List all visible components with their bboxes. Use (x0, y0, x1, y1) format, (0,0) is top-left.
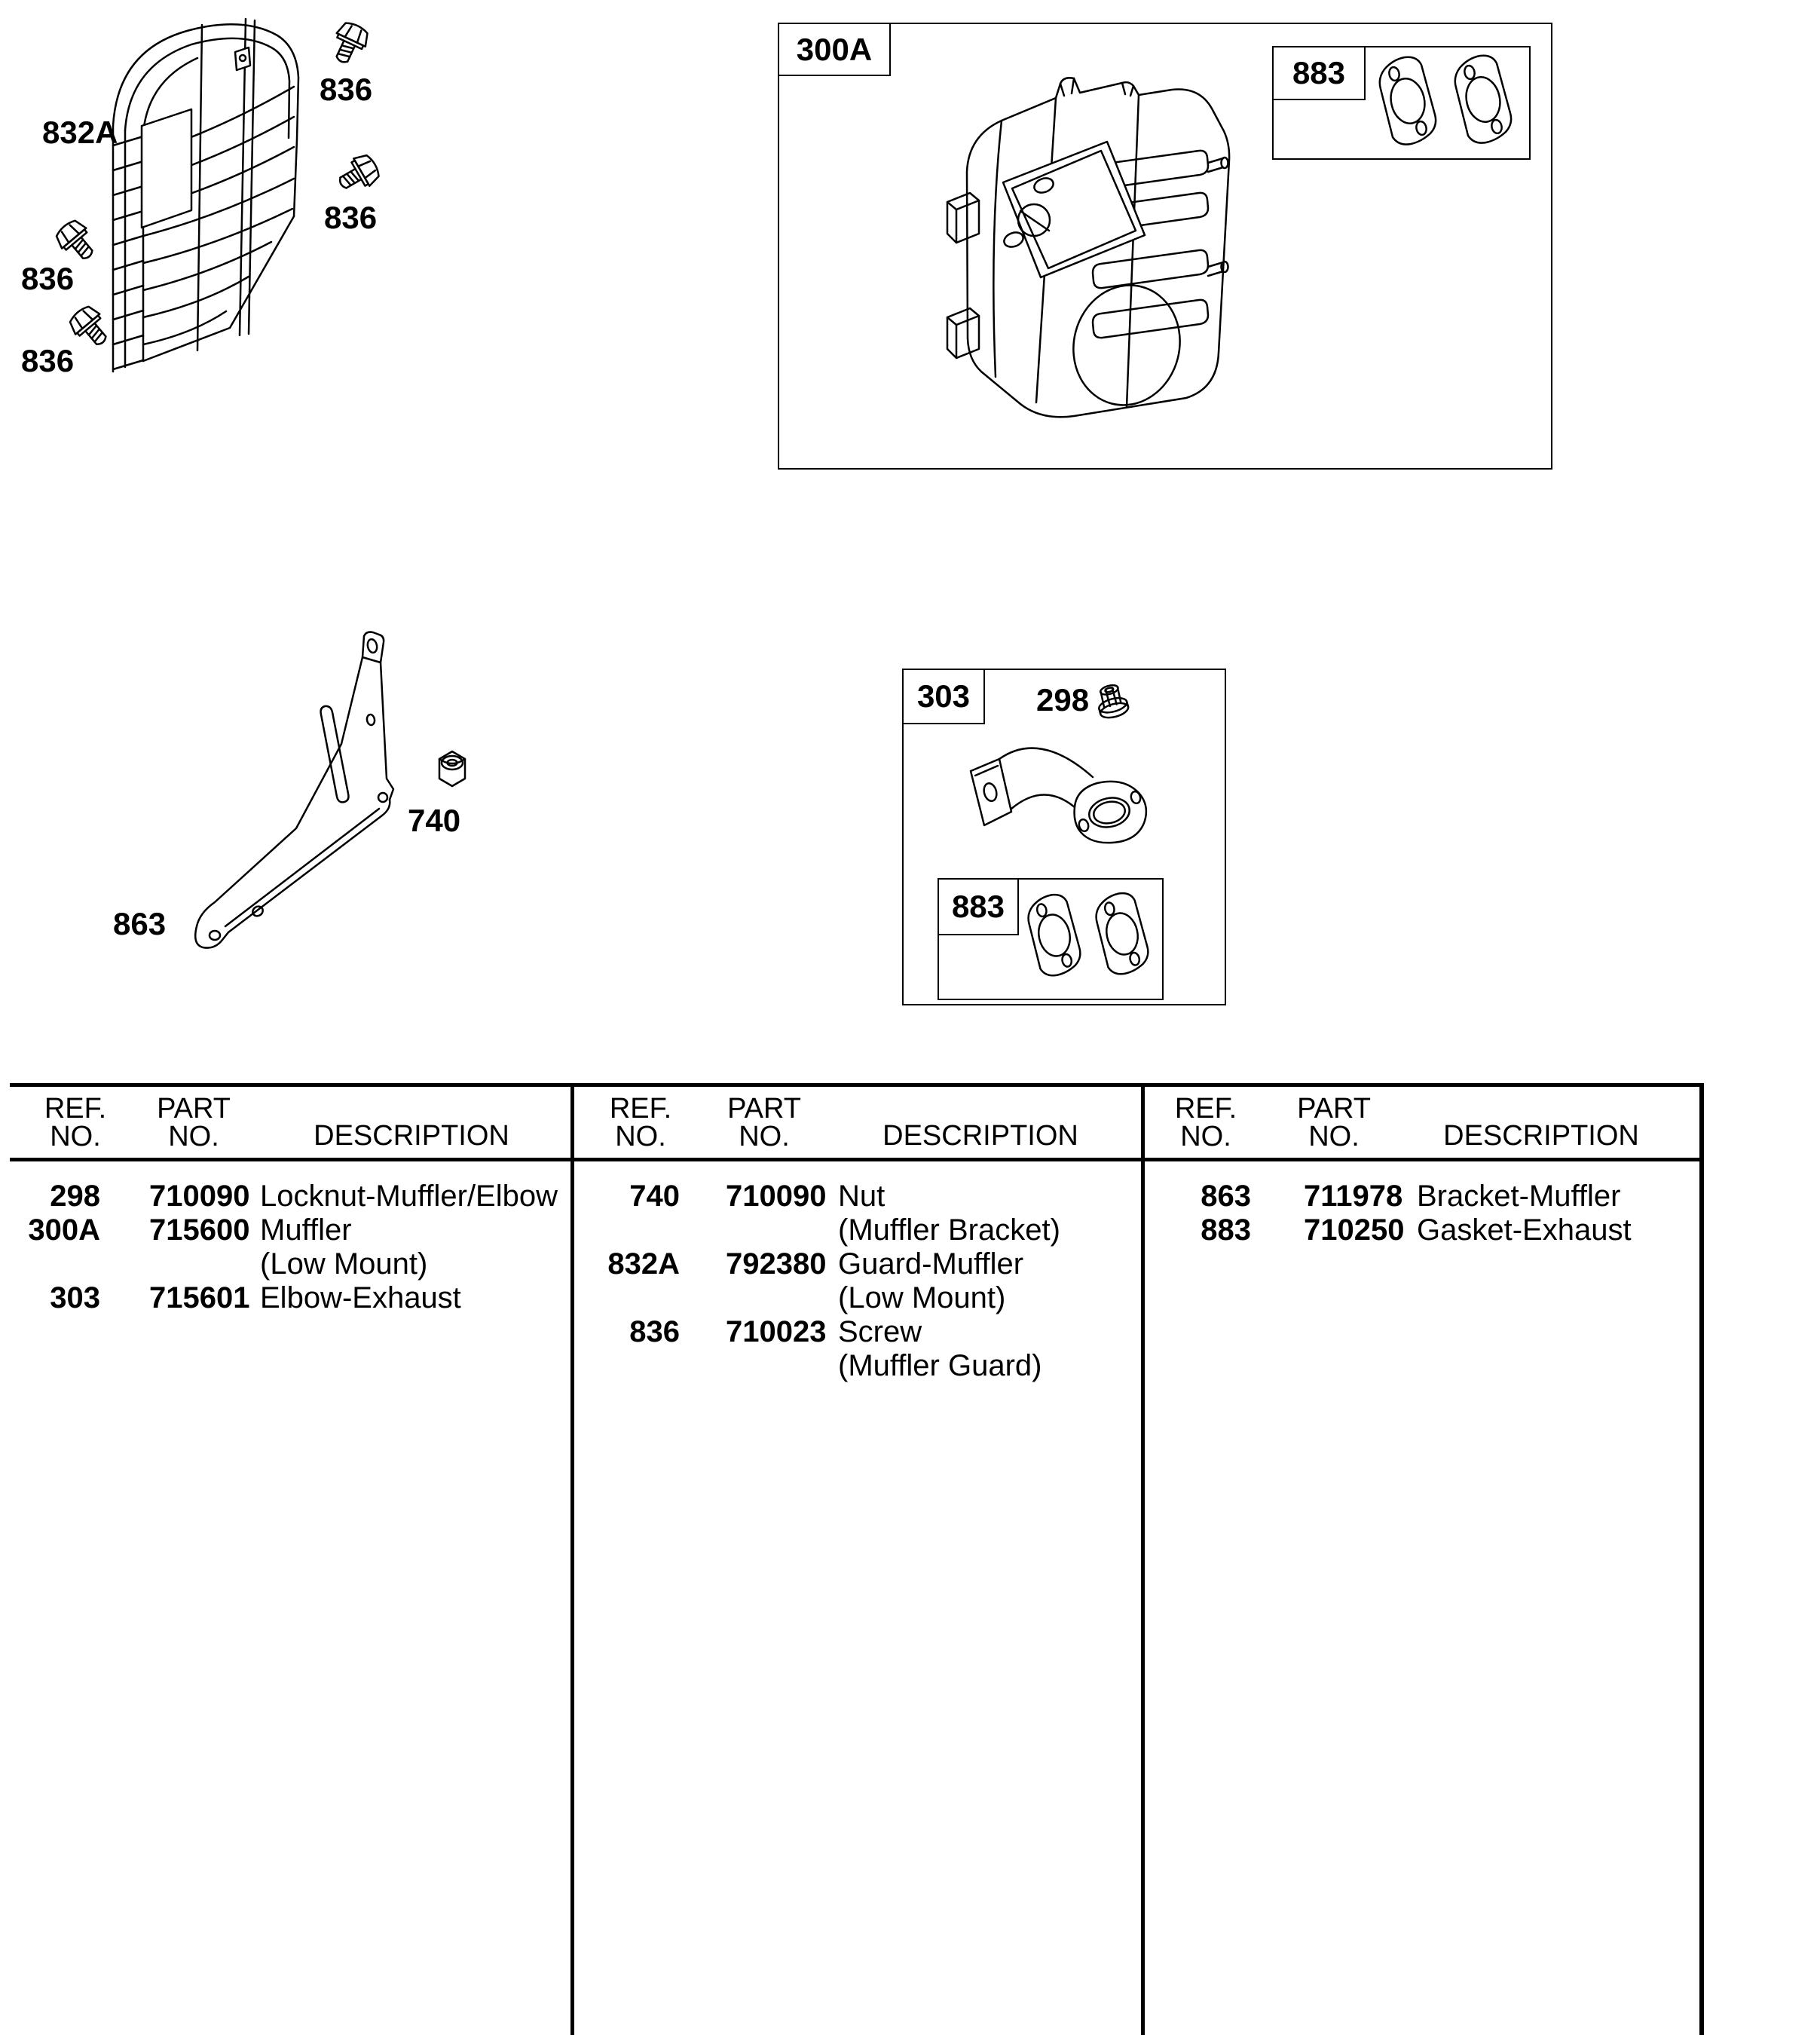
header-description: DESCRIPTION (314, 1120, 509, 1152)
muffler-box-label (778, 23, 891, 76)
gasket-box-top-label-text: 883 (1292, 55, 1346, 90)
description-cell: Elbow-Exhaust (260, 1281, 461, 1314)
header-ref-line2: NO. (615, 1121, 666, 1152)
part-no-cell: 710090 (149, 1180, 250, 1213)
screw-icon (326, 147, 386, 204)
header-description: DESCRIPTION (882, 1120, 1078, 1152)
ref-no-cell: 740 (629, 1180, 680, 1213)
header-ref-line2: NO. (50, 1121, 101, 1152)
callout-screw-left: 836 (21, 261, 75, 296)
part-no-cell: 792380 (726, 1247, 827, 1281)
gasket-box-bottom-label-text: 883 (951, 889, 1005, 924)
gasket-box-top-label (1272, 46, 1366, 100)
gasket-icon (1453, 54, 1513, 145)
ref-no-cell: 883 (1201, 1213, 1251, 1247)
description-cell: (Low Mount) (260, 1247, 428, 1281)
header-part-no (133, 1095, 254, 1151)
muffler-guard-drawing (106, 11, 301, 373)
header-ref-no (580, 1095, 701, 1151)
ref-no-cell: 300A (28, 1213, 100, 1247)
screw-icon (320, 17, 375, 75)
nut-icon (437, 748, 467, 791)
description-cell: (Muffler Guard) (838, 1349, 1042, 1382)
header-ref-line1: REF. (1174, 1093, 1237, 1125)
part-no-cell: 710023 (726, 1315, 827, 1348)
elbow-drawing (965, 742, 1149, 852)
muffler-drawing (946, 75, 1240, 422)
table-right-border (1699, 1083, 1704, 2035)
gasket-box-bottom-label (938, 878, 1019, 935)
ref-no-cell: 832A (607, 1247, 680, 1281)
header-description: DESCRIPTION (1443, 1120, 1639, 1152)
header-part-line1: PART (727, 1093, 801, 1125)
callout-screw-mid-right: 836 (324, 200, 378, 235)
description-cell: (Muffler Bracket) (838, 1213, 1060, 1247)
ref-no-cell: 298 (50, 1180, 100, 1213)
part-no-cell: 710090 (726, 1180, 827, 1213)
description-cell: Muffler (260, 1213, 352, 1247)
header-part-line2: NO. (739, 1121, 790, 1152)
part-no-cell: 715600 (149, 1213, 250, 1247)
header-part-no (704, 1095, 824, 1151)
description-cell: Guard-Muffler (838, 1247, 1024, 1281)
header-ref-no (15, 1095, 136, 1151)
bracket-drawing (185, 631, 399, 959)
ref-no-cell: 863 (1201, 1180, 1251, 1213)
callout-screw-top-right: 836 (320, 72, 373, 107)
muffler-box-label-text: 300A (796, 31, 873, 67)
callout-guard: 832A (42, 115, 118, 150)
description-cell: Gasket-Exhaust (1417, 1213, 1632, 1247)
ref-no-cell: 303 (50, 1281, 100, 1314)
header-ref-line1: REF. (609, 1093, 672, 1125)
header-part-no (1274, 1095, 1394, 1151)
table-column-separator (570, 1083, 574, 2035)
callout-nut: 740 (408, 803, 461, 838)
gasket-icon (1094, 889, 1150, 978)
elbow-box-label-text: 303 (916, 678, 971, 714)
callout-bracket: 863 (113, 906, 167, 941)
description-cell: Nut (838, 1180, 886, 1213)
ref-no-cell: 836 (629, 1315, 680, 1348)
table-column-separator (1141, 1083, 1145, 2035)
description-cell: Locknut-Muffler/Elbow (260, 1180, 558, 1213)
header-ref-no (1146, 1095, 1266, 1151)
header-ref-line1: REF. (44, 1093, 107, 1125)
description-cell: Bracket-Muffler (1417, 1180, 1621, 1213)
part-no-cell: 711978 (1304, 1180, 1403, 1213)
header-part-line1: PART (1297, 1093, 1371, 1125)
table-header-rule (10, 1158, 1704, 1161)
header-ref-line2: NO. (1180, 1121, 1231, 1152)
callout-locknut: 298 (1036, 682, 1090, 718)
gasket-icon (1026, 891, 1082, 980)
callout-screw-bottom-left: 836 (21, 343, 75, 378)
part-no-cell: 715601 (149, 1281, 250, 1314)
part-no-cell: 710250 (1304, 1213, 1405, 1247)
elbow-box-label (902, 669, 985, 724)
table-top-rule (10, 1083, 1704, 1087)
header-part-line2: NO. (1308, 1121, 1360, 1152)
header-part-line1: PART (157, 1093, 231, 1125)
gasket-icon (1378, 56, 1438, 146)
description-cell: (Low Mount) (838, 1281, 1006, 1314)
description-cell: Screw (838, 1315, 922, 1348)
header-part-line2: NO. (168, 1121, 219, 1152)
